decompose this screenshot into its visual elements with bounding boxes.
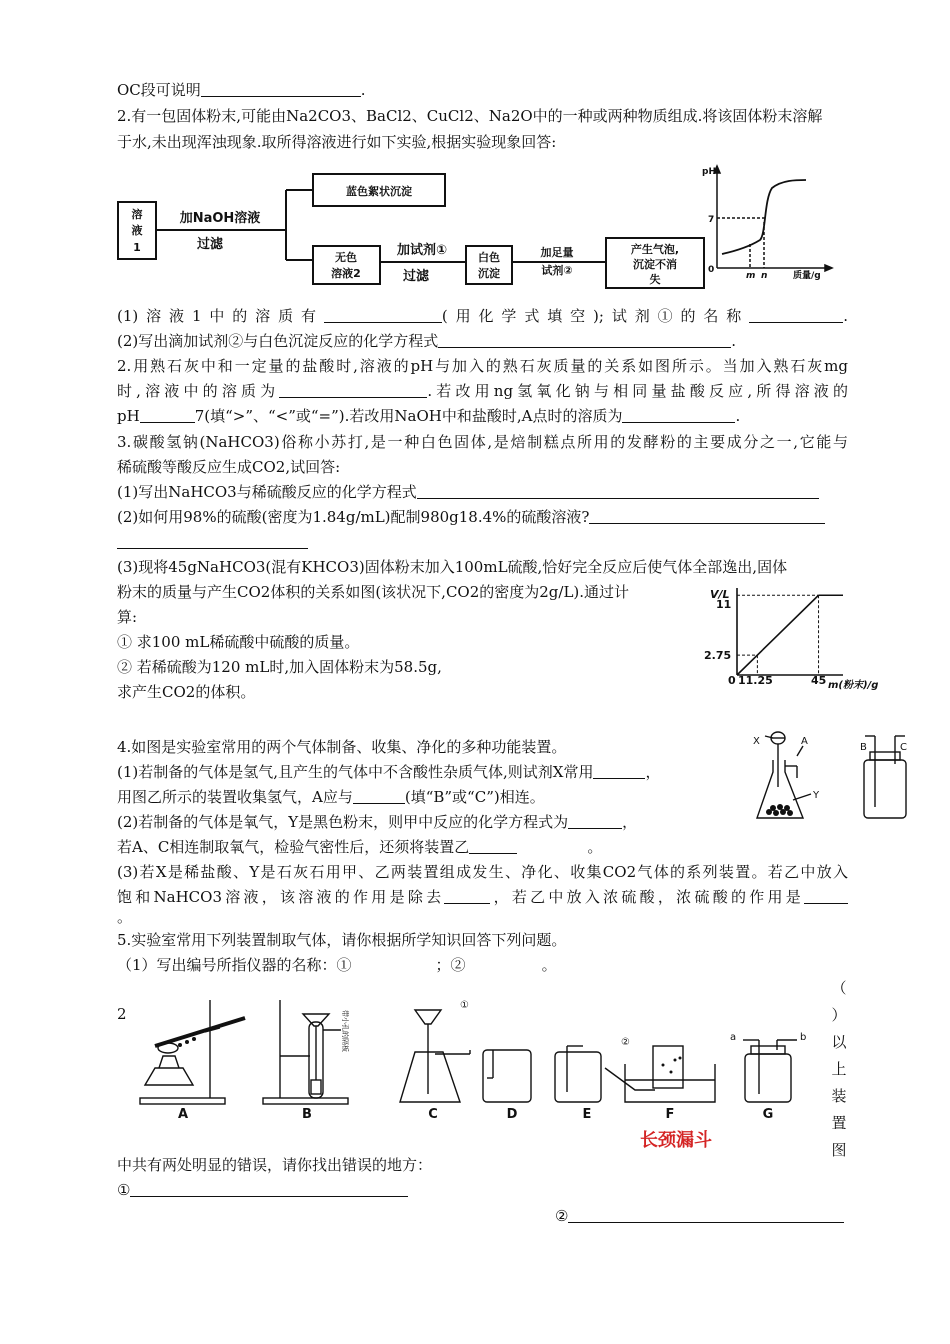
text: (1)若制备的气体是氢气,且产生的气体中不含酸性杂质气体,则试剂X常用 (117, 763, 594, 781)
q4-part2 (117, 812, 637, 832)
box1-char: 溶 (131, 208, 143, 221)
apparatus-e (555, 1046, 601, 1102)
apparatus-c (400, 1010, 470, 1102)
ph-origin: 0 (708, 265, 715, 275)
q2b-line1: 2.用熟石灰中和一定量的盐酸时,溶液的pH与加入的熟石灰质量的关系如图所示。当加入熟石灰mg (117, 357, 848, 375)
q3-line2: 稀硫酸等酸反应生成CO2,试回答: (117, 458, 341, 476)
result-label: 产生气泡, (630, 243, 680, 256)
chart-xlabel: m(粉末)/g (828, 680, 879, 691)
apparatus-f (605, 1046, 715, 1102)
label-y: Y (813, 790, 820, 801)
q4-part1 (117, 762, 660, 782)
label-e: E (582, 1107, 592, 1122)
text: ① (117, 1181, 131, 1199)
step1-filter: 过滤 (196, 237, 224, 252)
answer-blank (353, 787, 405, 804)
label-a: A (801, 736, 808, 747)
text: （1）写出编号所指仪器的名称：① (117, 956, 352, 974)
text: 。 (587, 838, 603, 856)
marker-1: ① (460, 1000, 469, 1011)
side-note: 带小孔的隔板 (341, 1010, 349, 1052)
q5-error-2 (555, 1206, 844, 1226)
flowchart (110, 160, 710, 295)
chart-xtick-45: 45 (811, 674, 827, 687)
answer-blank (140, 406, 195, 423)
apparatus-b (263, 1000, 348, 1104)
label-b: B (302, 1107, 312, 1122)
marker-2: ② (621, 1037, 630, 1048)
q4-end: 。 (117, 908, 133, 926)
answer-blank (568, 812, 622, 829)
step3-reagent: 加足量 (540, 246, 574, 259)
red-caption: 长颈漏斗 (640, 1130, 712, 1151)
text: .若改用ng氢氧化钠与相同量盐酸反应,所得溶液的 (427, 382, 848, 400)
q5-errors-intro: 中共有两处明显的错误，请你找出错误的地方： (117, 1156, 433, 1174)
q3-part3-line2: 粉末的质量与产生CO2体积的关系如图(该状况下,CO2的密度为2g/L).通过计 (117, 583, 630, 601)
clear-solution-label: 溶液2 (331, 267, 361, 280)
vchar: 图 (831, 1141, 847, 1159)
co2-volume-chart (700, 582, 879, 692)
result-label: 沉淀不消 (633, 258, 677, 271)
text: ， (622, 813, 638, 831)
apparatus-g (743, 1040, 797, 1102)
answer-blank (130, 1180, 408, 1197)
step2-filter: 过滤 (402, 269, 430, 284)
chart-ytick-2-75: 2.75 (704, 649, 732, 662)
ph-tick-n: n (761, 271, 768, 281)
text: ， (645, 763, 661, 781)
answer-blank (444, 887, 490, 904)
q4-part2-b (117, 837, 602, 857)
text: . (731, 332, 737, 350)
answer-blank (279, 381, 427, 398)
text: pH (117, 407, 140, 425)
answer-blank (438, 331, 731, 348)
q3-sub2: ② 若稀硫酸为120 mL时,加入固体粉末为58.5g, (117, 658, 442, 676)
answer-blank (201, 80, 361, 97)
q3-part2-continuation (117, 532, 308, 552)
q5-part1 (117, 955, 557, 975)
vchar: （ (831, 979, 847, 997)
q5-part2-number: 2 (117, 1005, 127, 1023)
bottle-yi (864, 760, 906, 818)
answer-blank (117, 532, 308, 549)
ph-xlabel: 质量/g (793, 271, 821, 281)
vchar: 上 (831, 1060, 847, 1078)
q2-intro-line1: 2.有一包固体粉末,可能由Na2CO3、BaCl2、CuCl2、Na2O中的一种或两种物质组成.将该固体粉末溶解 (117, 107, 823, 125)
ph-tick-7: 7 (708, 215, 715, 225)
chart-xtick-0: 0 (728, 674, 736, 687)
answer-blank (622, 406, 735, 423)
q2-part2 (117, 331, 736, 351)
answer-blank (589, 507, 825, 524)
text: (1)溶液1中的溶质有 (117, 307, 324, 325)
marker-a: a (730, 1032, 737, 1043)
q3-sub1: ① 求100 mL稀硫酸中硫酸的质量。 (117, 633, 360, 651)
q3-part3-line3: 算: (117, 608, 138, 626)
text: (用化学式填空);试剂①的名称 (441, 307, 750, 325)
q3-part1 (117, 482, 819, 502)
step1-reagent: 加NaOH溶液 (179, 211, 261, 226)
result-label: 失 (649, 273, 661, 286)
text: 用图乙所示的装置收集氢气，A应与 (117, 788, 353, 806)
chart-ylabel: V/L (710, 588, 730, 601)
ph-tick-m: m (746, 271, 756, 281)
ph-chart (700, 160, 840, 282)
text: . (843, 307, 848, 325)
apparatus-row (135, 990, 825, 1120)
q4-part3: (3)若X是稀盐酸、Y是石灰石用甲、乙两装置组成发生、净化、收集CO2气体的系列装置。若乙中放入 (117, 863, 848, 881)
vchar: 置 (831, 1114, 847, 1132)
label-c: C (428, 1107, 438, 1122)
line-oc (117, 80, 366, 100)
answer-blank (568, 1206, 844, 1223)
answer-blank (324, 306, 442, 323)
q3-part3-line1: (3)现将45gNaHCO3(混有KHCO3)固体粉末加入100mL硫酸,恰好完全反应后使气体全部逸出,固体 (117, 558, 788, 576)
text: 时,溶液中的溶质为 (117, 382, 280, 400)
answer-blank (804, 887, 848, 904)
chart-ytick-11: 11 (716, 598, 732, 611)
label-c: C (900, 742, 907, 753)
series-segment (737, 595, 819, 675)
label-x: X (753, 736, 760, 747)
q3-line1: 3.碳酸氢钠(NaHCO3)俗称小苏打,是一种白色固体,是焙制糕点所用的发酵粉的主要成分之一,它能与 (117, 433, 848, 451)
vchar: 装 (831, 1087, 847, 1105)
box1-char: 1 (133, 241, 141, 254)
text: OC段可说明 (117, 81, 201, 99)
text: (填“B”或“C”)相连。 (404, 788, 545, 806)
text: . (360, 81, 366, 99)
answer-blank (417, 482, 819, 499)
step3-reagent2: 试剂② (541, 264, 573, 277)
vchar: 以 (831, 1033, 847, 1051)
box1-char: 液 (131, 224, 143, 237)
q5-intro: 5.实验室常用下列装置制取气体，请你根据所学知识回答下列问题。 (117, 931, 567, 949)
text: 饱和NaHCO3溶液，该溶液的作用是除去 (117, 888, 445, 906)
gas-apparatus-jia-yi (745, 722, 915, 832)
text: (1)写出NaHCO3与稀硫酸反应的化学方程式 (117, 483, 417, 501)
text: (2)若制备的气体是氧气，Y是黑色粉末，则甲中反应的化学方程式为 (117, 813, 569, 831)
answer-blank (469, 837, 517, 854)
apparatus-a (140, 1000, 245, 1104)
white-precipitate-label: 白色 (478, 251, 500, 264)
text: ，若乙中放入浓硫酸，浓硫酸的作用是 (490, 888, 804, 906)
vertical-text (829, 975, 849, 1164)
chart-xtick-11-25: 11.25 (738, 674, 773, 687)
text: ② (555, 1207, 569, 1225)
clear-solution-label: 无色 (335, 251, 357, 264)
ph-ylabel: pH (702, 167, 716, 177)
q3-sub2-cont: 求产生CO2的体积。 (117, 683, 256, 701)
white-precipitate-label: 沉淀 (478, 267, 500, 280)
q3-part2 (117, 507, 825, 527)
text: 。 (541, 956, 557, 974)
text: . (735, 407, 741, 425)
answer-blank (749, 306, 843, 323)
vchar: ） (831, 1006, 847, 1024)
q4-part3-b (117, 887, 848, 907)
text: 7(填“>”、“<”或“=”).若改用NaOH中和盐酸时,A点时的溶质为 (194, 407, 623, 425)
q2b-line2 (117, 381, 848, 401)
q2b-line3 (117, 406, 740, 426)
label-a: A (177, 1107, 189, 1122)
text: (2)写出滴加试剂②与白色沉淀反应的化学方程式 (117, 332, 439, 350)
blue-precipitate-label: 蓝色絮状沉淀 (346, 185, 412, 198)
label-f: F (665, 1107, 675, 1122)
q4-intro: 4.如图是实验室常用的两个气体制备、收集、净化的多种功能装置。 (117, 738, 567, 756)
text: ；② (435, 956, 466, 974)
q2-intro-line2: 于水,未出现浑浊现象.取所得溶液进行如下实验,根据实验现象回答: (117, 133, 557, 151)
label-d: D (506, 1107, 518, 1122)
q5-error-1 (117, 1180, 408, 1200)
marker-b: b (800, 1032, 807, 1043)
label-g: G (762, 1107, 774, 1122)
label-b: B (860, 742, 867, 753)
step2-reagent: 加试剂① (396, 243, 448, 258)
text: (2)如何用98%的硫酸(密度为1.84g/mL)配制980g18.4%的硫酸溶液? (117, 508, 590, 526)
apparatus-d (483, 1050, 531, 1102)
text: 若A、C相连制取氧气，检验气密性后，还须将装置乙 (117, 838, 470, 856)
q2-part1 (117, 306, 848, 326)
answer-blank (593, 762, 645, 779)
q4-part1-b (117, 787, 545, 807)
